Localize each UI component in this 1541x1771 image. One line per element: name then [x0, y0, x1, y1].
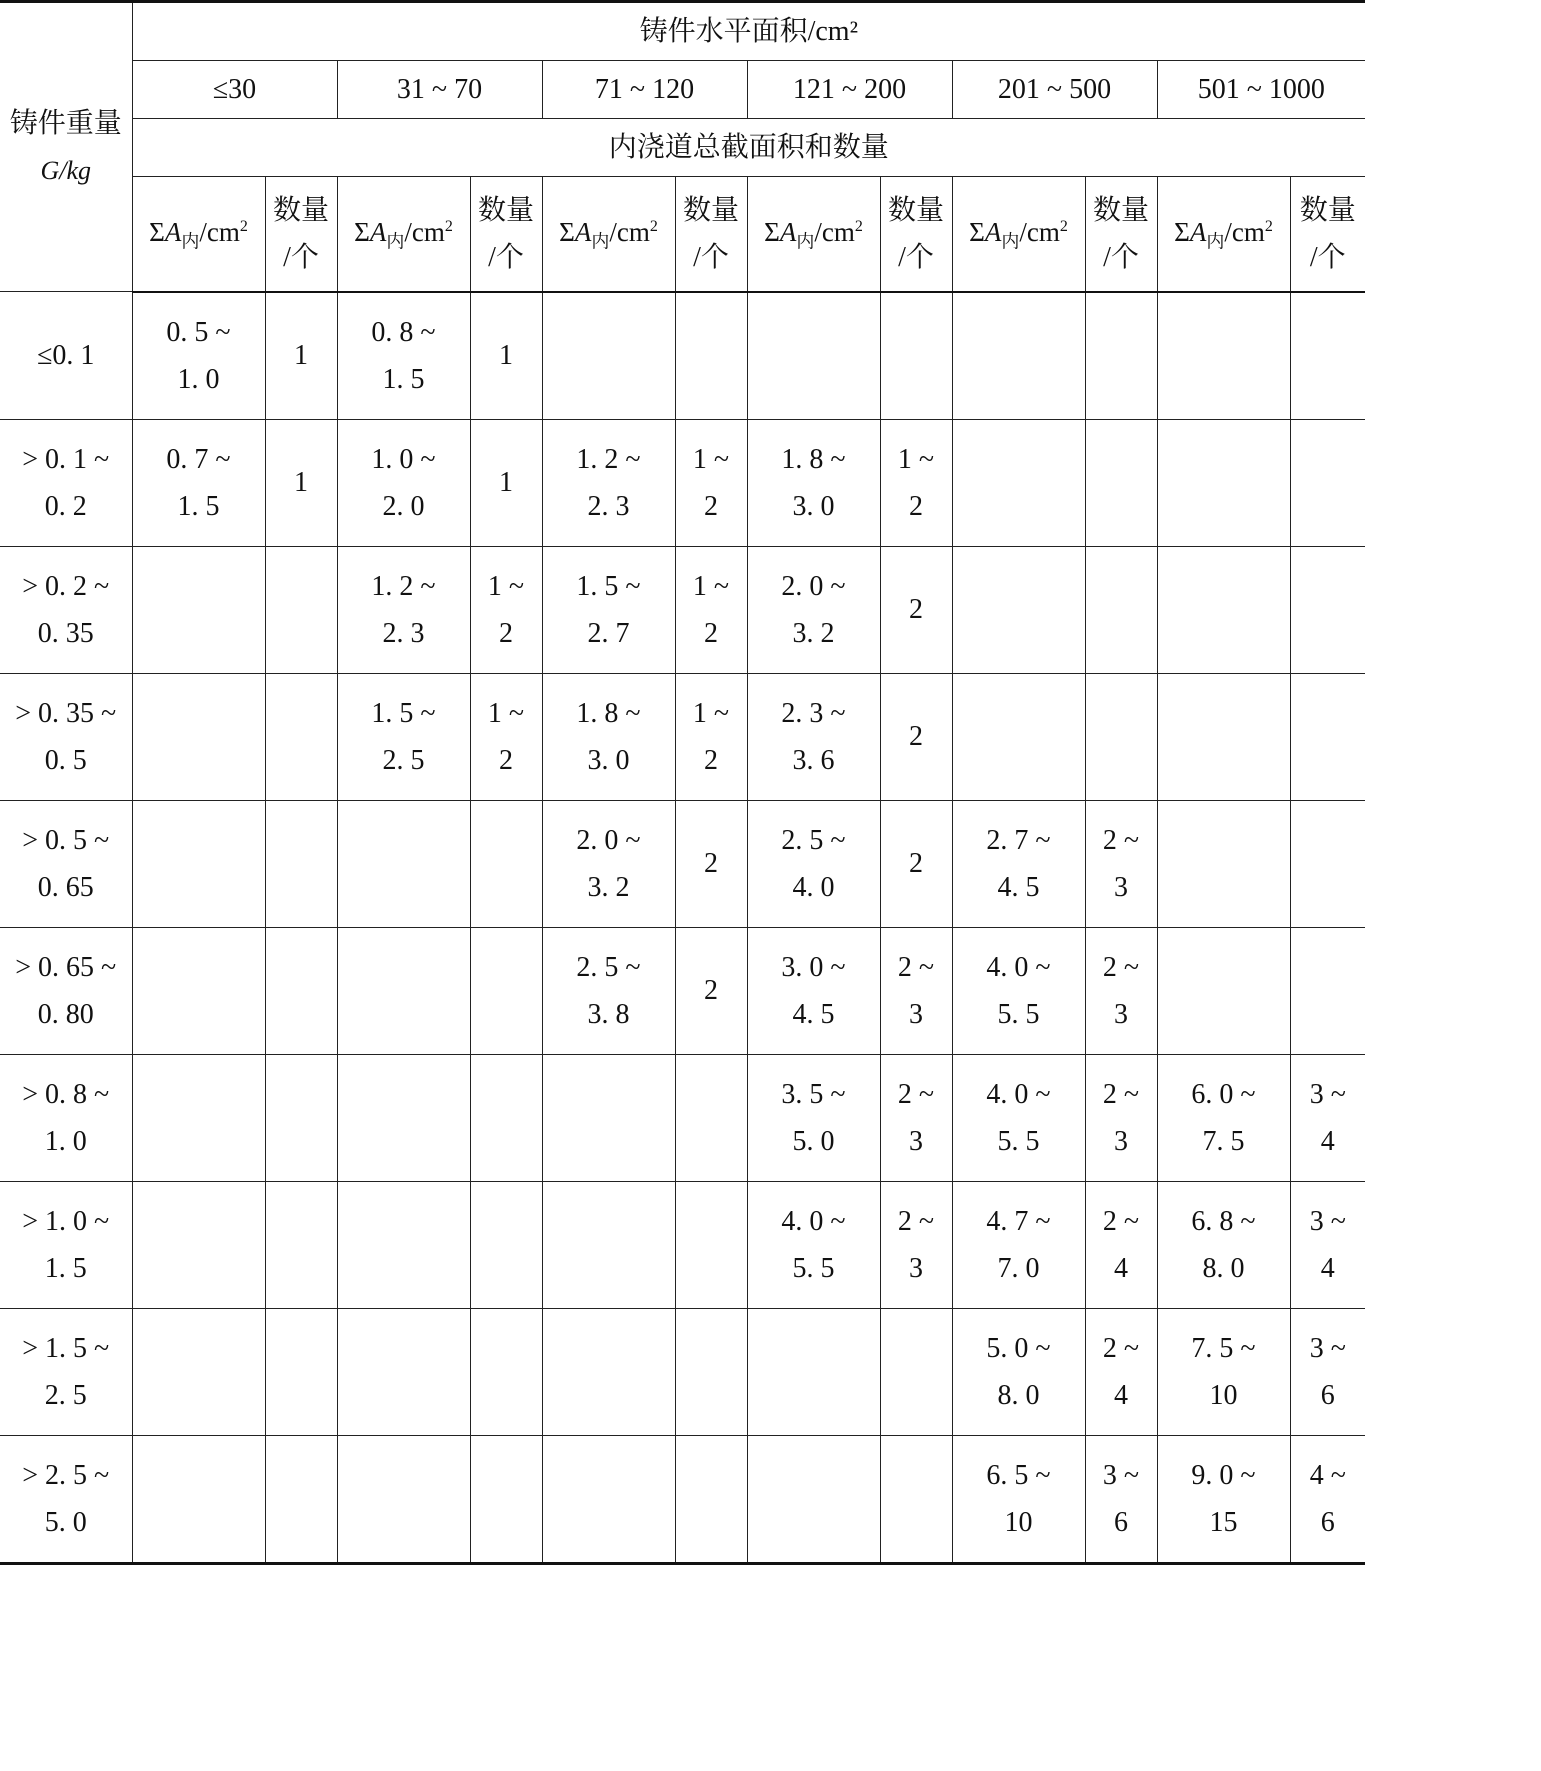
count-cell: [265, 419, 337, 546]
sum-area-value: 0. 7 ~ 1. 5: [166, 443, 231, 522]
count-cell: [880, 800, 952, 927]
sum-area-cell: [747, 800, 880, 927]
sum-area-cell: [747, 292, 880, 420]
count-cell: [880, 927, 952, 1054]
weight-cell: [0, 419, 132, 546]
weight-value: > 1. 0 ~ 1. 5: [22, 1205, 110, 1284]
sum-area-value: 2. 0 ~ 3. 2: [781, 570, 846, 649]
count-cell: [470, 292, 542, 420]
header-row-area: [0, 2, 1365, 61]
count-value: 1 ~ 2: [487, 570, 525, 649]
count-header: [675, 177, 747, 292]
sum-area-cell: [952, 419, 1085, 546]
sum-area-value: 5. 0 ~ 8. 0: [986, 1332, 1051, 1411]
sum-area-value: 0. 5 ~ 1. 0: [166, 316, 231, 395]
count-cell: [265, 1308, 337, 1435]
table-row: [0, 1054, 1365, 1181]
count-cell: [265, 927, 337, 1054]
sum-area-value: 2. 3 ~ 3. 6: [781, 697, 846, 776]
sum-area-cell: [952, 1435, 1085, 1563]
area-range-header: 31 ~ 70: [337, 61, 542, 119]
sum-area-cell: [337, 419, 470, 546]
sum-area-cell: [337, 1181, 470, 1308]
count-cell: [880, 1308, 952, 1435]
count-label: 数量 /个: [272, 194, 329, 273]
count-cell: [1290, 1308, 1365, 1435]
sum-area-cell: [337, 1308, 470, 1435]
header-row-ranges: [0, 61, 1365, 119]
count-value: 2 ~ 4: [1102, 1332, 1140, 1411]
count-cell: [470, 927, 542, 1054]
weight-cell: [0, 1181, 132, 1308]
count-cell: [880, 1435, 952, 1563]
sum-area-cell: [1157, 419, 1290, 546]
weight-value: > 1. 5 ~ 2. 5: [22, 1332, 110, 1411]
weight-value: > 0. 8 ~ 1. 0: [22, 1078, 110, 1157]
count-cell: [880, 419, 952, 546]
sum-area-value: 6. 8 ~ 8. 0: [1191, 1205, 1256, 1284]
count-value: 2 ~ 3: [1102, 1078, 1140, 1157]
sum-area-value: 4. 0 ~ 5. 5: [986, 951, 1051, 1030]
count-cell: [470, 546, 542, 673]
sum-area-cell: [132, 800, 265, 927]
count-cell: [265, 1181, 337, 1308]
count-cell: [1290, 1181, 1365, 1308]
sum-area-value: 2. 5 ~ 4. 0: [781, 824, 846, 903]
sum-area-cell: [542, 1054, 675, 1181]
sum-area-cell: [747, 1054, 880, 1181]
count-cell: [265, 292, 337, 420]
sum-area-cell: [952, 927, 1085, 1054]
weight-cell: [0, 800, 132, 927]
sum-area-value: 4. 0 ~ 5. 5: [986, 1078, 1051, 1157]
weight-cell: [0, 927, 132, 1054]
area-header: 铸件水平面积/cm²: [132, 2, 1365, 61]
sum-area-cell: [1157, 292, 1290, 420]
sum-area-value: 2. 0 ~ 3. 2: [576, 824, 641, 903]
sum-area-label: $\Sigma A_内/cm^2$: [1174, 217, 1273, 252]
sum-area-cell: [337, 1435, 470, 1563]
sum-area-header: [132, 177, 265, 292]
count-label: 数量 /个: [1299, 194, 1356, 273]
sum-area-cell: [747, 927, 880, 1054]
count-cell: [265, 673, 337, 800]
count-label: 数量 /个: [477, 194, 534, 273]
weight-cell: [0, 1054, 132, 1181]
sum-area-value: 6. 5 ~ 10: [986, 1459, 1051, 1538]
count-header: [1290, 177, 1365, 292]
sum-area-cell: [542, 673, 675, 800]
sum-area-cell: [952, 292, 1085, 420]
count-value: 1 ~ 2: [487, 697, 525, 776]
sum-area-cell: [1157, 1054, 1290, 1181]
count-cell: [1290, 419, 1365, 546]
sum-area-cell: [542, 800, 675, 927]
sum-area-cell: [1157, 1181, 1290, 1308]
weight-cell: [0, 673, 132, 800]
sum-area-header: [1157, 177, 1290, 292]
sum-area-cell: [952, 800, 1085, 927]
count-cell: [1085, 546, 1157, 673]
weight-unit: G/kg: [40, 156, 92, 185]
count-cell: [880, 1054, 952, 1181]
sum-area-cell: [542, 1308, 675, 1435]
sum-area-value: 1. 2 ~ 2. 3: [371, 570, 436, 649]
table-row: [0, 419, 1365, 546]
table-row: [0, 546, 1365, 673]
sum-area-value: 1. 5 ~ 2. 5: [371, 697, 436, 776]
area-range-header: ≤30: [132, 61, 337, 119]
count-value: 1: [294, 340, 308, 371]
count-label: 数量 /个: [1092, 194, 1149, 273]
sum-area-cell: [1157, 673, 1290, 800]
sum-area-value: 3. 0 ~ 4. 5: [781, 951, 846, 1030]
count-header: [1085, 177, 1157, 292]
count-cell: [880, 292, 952, 420]
count-value: 3 ~ 6: [1102, 1459, 1140, 1538]
count-value: 2: [909, 721, 923, 752]
table-row: [0, 800, 1365, 927]
sum-area-cell: [337, 800, 470, 927]
sum-area-value: 1. 8 ~ 3. 0: [576, 697, 641, 776]
area-range-header: 121 ~ 200: [747, 61, 952, 119]
sum-area-value: 1. 8 ~ 3. 0: [781, 443, 846, 522]
sum-area-value: 3. 5 ~ 5. 0: [781, 1078, 846, 1157]
sum-area-cell: [337, 1054, 470, 1181]
count-value: 2 ~ 4: [1102, 1205, 1140, 1284]
count-cell: [675, 1308, 747, 1435]
weight-value: > 0. 2 ~ 0. 35: [22, 570, 110, 649]
count-value: 3 ~ 4: [1309, 1205, 1346, 1284]
count-cell: [265, 546, 337, 673]
count-label: 数量 /个: [682, 194, 739, 273]
header-row-columns: [0, 177, 1365, 292]
count-header: [470, 177, 542, 292]
count-cell: [265, 800, 337, 927]
sum-area-cell: [542, 1181, 675, 1308]
sum-area-cell: [132, 927, 265, 1054]
count-cell: [1290, 292, 1365, 420]
count-cell: [675, 1435, 747, 1563]
sum-area-label: $\Sigma A_内/cm^2$: [354, 217, 453, 252]
count-cell: [470, 673, 542, 800]
sum-area-value: 2. 7 ~ 4. 5: [986, 824, 1051, 903]
count-cell: [1290, 673, 1365, 800]
gate-header: 内浇道总截面积和数量: [132, 119, 1365, 177]
sum-area-cell: [1157, 1435, 1290, 1563]
sum-area-cell: [747, 546, 880, 673]
area-range-header: 71 ~ 120: [542, 61, 747, 119]
sum-area-value: 1. 5 ~ 2. 7: [576, 570, 641, 649]
count-cell: [470, 1054, 542, 1181]
weight-value: > 0. 5 ~ 0. 65: [22, 824, 110, 903]
count-cell: [1290, 1435, 1365, 1563]
sum-area-value: 2. 5 ~ 3. 8: [576, 951, 641, 1030]
count-cell: [880, 546, 952, 673]
weight-cell: [0, 546, 132, 673]
count-cell: [675, 1181, 747, 1308]
count-cell: [1290, 546, 1365, 673]
count-cell: [880, 1181, 952, 1308]
sum-area-value: 4. 7 ~ 7. 0: [986, 1205, 1051, 1284]
sum-area-value: 9. 0 ~ 15: [1191, 1459, 1256, 1538]
weight-cell: [0, 1308, 132, 1435]
sum-area-cell: [952, 1181, 1085, 1308]
sum-area-cell: [337, 673, 470, 800]
count-value: 1: [499, 467, 513, 498]
weight-value: > 2. 5 ~ 5. 0: [22, 1459, 110, 1538]
table-row: [0, 1181, 1365, 1308]
count-cell: [675, 1054, 747, 1181]
sum-area-cell: [337, 292, 470, 420]
table-body: [0, 2, 1365, 1564]
count-value: 1 ~ 2: [692, 443, 730, 522]
count-value: 2: [909, 848, 923, 879]
count-cell: [1085, 1308, 1157, 1435]
sum-area-header: [747, 177, 880, 292]
count-cell: [675, 292, 747, 420]
area-range-header: 201 ~ 500: [952, 61, 1157, 119]
count-cell: [1290, 927, 1365, 1054]
sum-area-cell: [132, 1181, 265, 1308]
count-label: 数量 /个: [887, 194, 944, 273]
sum-area-cell: [542, 292, 675, 420]
count-value: 2: [704, 848, 718, 879]
sum-area-cell: [1157, 927, 1290, 1054]
count-value: 1 ~ 2: [692, 570, 730, 649]
count-cell: [880, 673, 952, 800]
count-cell: [470, 800, 542, 927]
sum-area-cell: [132, 673, 265, 800]
weight-cell: [0, 1435, 132, 1563]
sum-area-cell: [542, 1435, 675, 1563]
count-cell: [470, 419, 542, 546]
table-row: [0, 927, 1365, 1054]
sum-area-cell: [952, 1054, 1085, 1181]
sum-area-value: 0. 8 ~ 1. 5: [371, 316, 436, 395]
count-header: [265, 177, 337, 292]
weight-value: ≤0. 1: [37, 339, 95, 371]
count-cell: [470, 1181, 542, 1308]
sum-area-cell: [337, 927, 470, 1054]
sum-area-cell: [747, 1308, 880, 1435]
sum-area-cell: [747, 419, 880, 546]
count-cell: [1085, 419, 1157, 546]
weight-value: > 0. 1 ~ 0. 2: [22, 443, 110, 522]
table-row: [0, 1435, 1365, 1563]
count-cell: [675, 800, 747, 927]
sum-area-cell: [747, 1435, 880, 1563]
count-cell: [1290, 1054, 1365, 1181]
count-value: 1: [499, 340, 513, 371]
count-cell: [265, 1435, 337, 1563]
weight-label: 铸件重量: [9, 108, 122, 139]
count-value: 3 ~ 6: [1309, 1332, 1346, 1411]
weight-value: > 0. 65 ~ 0. 80: [15, 951, 117, 1030]
count-cell: [675, 673, 747, 800]
count-value: 1 ~ 2: [897, 443, 935, 522]
count-value: 1 ~ 2: [692, 697, 730, 776]
sum-area-cell: [1157, 800, 1290, 927]
sum-area-cell: [132, 1435, 265, 1563]
count-cell: [265, 1054, 337, 1181]
weight-value: > 0. 35 ~ 0. 5: [15, 697, 117, 776]
weight-cell: [0, 292, 132, 420]
sum-area-cell: [132, 1308, 265, 1435]
count-cell: [1085, 673, 1157, 800]
sum-area-cell: [747, 673, 880, 800]
count-header: [880, 177, 952, 292]
sum-area-header: [542, 177, 675, 292]
weight-header-cell: [0, 2, 132, 292]
sum-area-value: 4. 0 ~ 5. 5: [781, 1205, 846, 1284]
count-cell: [470, 1308, 542, 1435]
sum-area-cell: [1157, 546, 1290, 673]
count-cell: [1085, 1054, 1157, 1181]
count-value: 2 ~ 3: [1102, 951, 1140, 1030]
count-value: 2 ~ 3: [897, 1205, 935, 1284]
sum-area-value: 7. 5 ~ 10: [1191, 1332, 1256, 1411]
sum-area-value: 6. 0 ~ 7. 5: [1191, 1078, 1256, 1157]
count-cell: [1085, 1435, 1157, 1563]
sum-area-header: [952, 177, 1085, 292]
header-row-gate: [0, 119, 1365, 177]
count-cell: [675, 419, 747, 546]
sum-area-cell: [337, 546, 470, 673]
sum-area-cell: [952, 546, 1085, 673]
sum-area-header: [337, 177, 470, 292]
sum-area-value: 1. 2 ~ 2. 3: [576, 443, 641, 522]
sum-area-cell: [542, 546, 675, 673]
count-cell: [1290, 800, 1365, 927]
sum-area-cell: [952, 1308, 1085, 1435]
count-value: 2 ~ 3: [897, 1078, 935, 1157]
sum-area-label: $\Sigma A_内/cm^2$: [149, 217, 248, 252]
count-cell: [1085, 292, 1157, 420]
sum-area-cell: [132, 1054, 265, 1181]
count-value: 2: [704, 975, 718, 1006]
sum-area-cell: [132, 546, 265, 673]
sum-area-cell: [952, 673, 1085, 800]
count-value: 1: [294, 467, 308, 498]
count-cell: [675, 927, 747, 1054]
count-cell: [1085, 800, 1157, 927]
sum-area-cell: [132, 292, 265, 420]
count-value: 2 ~ 3: [897, 951, 935, 1030]
count-cell: [1085, 927, 1157, 1054]
sum-area-label: $\Sigma A_内/cm^2$: [764, 217, 863, 252]
count-value: 2 ~ 3: [1102, 824, 1140, 903]
count-value: 2: [909, 594, 923, 625]
count-cell: [675, 546, 747, 673]
table-row: [0, 292, 1365, 420]
sum-area-cell: [747, 1181, 880, 1308]
table-row: [0, 1308, 1365, 1435]
count-cell: [1085, 1181, 1157, 1308]
sum-area-cell: [542, 419, 675, 546]
sum-area-cell: [542, 927, 675, 1054]
count-cell: [470, 1435, 542, 1563]
sum-area-label: $\Sigma A_内/cm^2$: [969, 217, 1068, 252]
table-row: [0, 673, 1365, 800]
sum-area-label: $\Sigma A_内/cm^2$: [559, 217, 658, 252]
sum-area-cell: [1157, 1308, 1290, 1435]
count-value: 4 ~ 6: [1309, 1459, 1346, 1538]
sum-area-cell: [132, 419, 265, 546]
sum-area-value: 1. 0 ~ 2. 0: [371, 443, 436, 522]
count-value: 3 ~ 4: [1309, 1078, 1346, 1157]
area-range-header: 501 ~ 1000: [1157, 61, 1365, 119]
